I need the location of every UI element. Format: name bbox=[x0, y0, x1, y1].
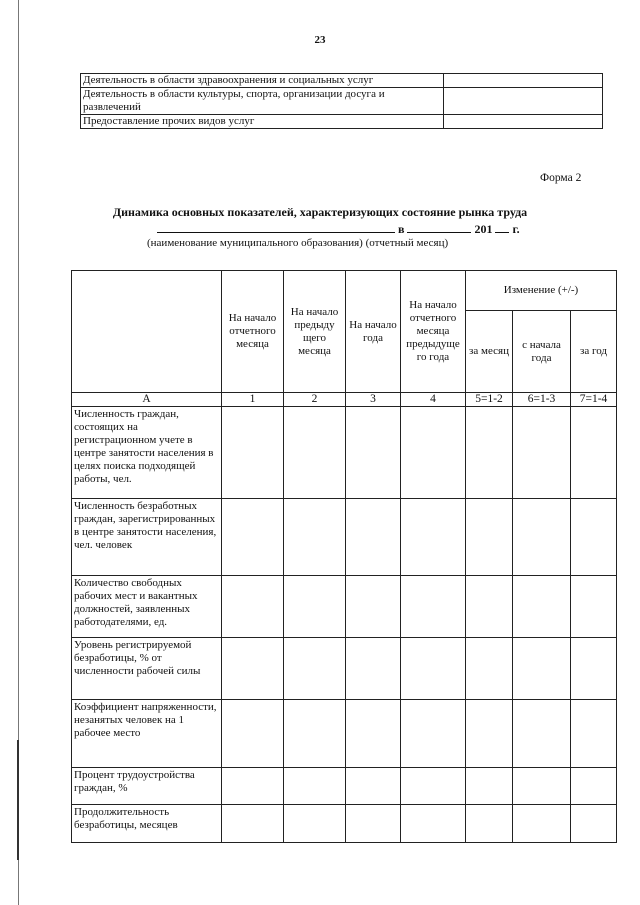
value-cell bbox=[513, 805, 571, 843]
row-label: Количество свободных рабочих мест и вакантных должностей, заявленных работодателями, ед. bbox=[72, 576, 222, 638]
index-cell: 4 bbox=[401, 393, 466, 407]
table-row bbox=[72, 576, 617, 638]
value-cell bbox=[222, 499, 284, 576]
row-label: Коэффициент напряженности, незанятых человек на 1 рабочее место bbox=[72, 700, 222, 768]
title-caption: (наименование муниципального образования) (отчетный месяц) bbox=[147, 237, 449, 249]
top-row-label: Деятельность в области здравоохранения и социальных услуг bbox=[81, 74, 444, 88]
value-cell bbox=[284, 805, 346, 843]
row-label: Процент трудоустройства граждан, % bbox=[72, 768, 222, 805]
index-cell: А bbox=[72, 393, 222, 407]
value-cell bbox=[346, 700, 401, 768]
value-cell bbox=[346, 805, 401, 843]
value-cell bbox=[466, 499, 513, 576]
year-blank bbox=[495, 221, 509, 233]
row-label: Численность безработных граждан, зарегистрированных в центре занятости населения, чел. человек bbox=[72, 499, 222, 576]
value-cell bbox=[401, 407, 466, 499]
value-cell bbox=[222, 638, 284, 700]
month-blank bbox=[407, 221, 471, 233]
row-label: Уровень регистрируемой безработицы, % от численности рабочей силы bbox=[72, 638, 222, 700]
page-number: 23 bbox=[314, 34, 326, 46]
value-cell bbox=[346, 768, 401, 805]
value-cell bbox=[466, 768, 513, 805]
value-cell bbox=[346, 499, 401, 576]
top-row-label: Предоставление прочих видов услуг bbox=[81, 115, 444, 129]
top-row-value bbox=[444, 88, 603, 115]
value-cell bbox=[401, 576, 466, 638]
header-col-1: На начало отчетного месяца bbox=[222, 271, 284, 393]
row-label: Численность граждан, состоящих на регистрационном учете в центре занятости населения в целях поиска подходящей работы, чел. bbox=[72, 407, 222, 499]
value-cell bbox=[571, 700, 617, 768]
header-col-4: На начало отчетного месяца предыдуще го года bbox=[401, 271, 466, 393]
value-cell bbox=[284, 638, 346, 700]
value-cell bbox=[222, 700, 284, 768]
value-cell bbox=[284, 700, 346, 768]
value-cell bbox=[513, 768, 571, 805]
index-cell: 6=1-3 bbox=[513, 393, 571, 407]
header-change-group: Изменение (+/-) bbox=[466, 271, 617, 311]
labor-market-table bbox=[71, 270, 617, 843]
table-row bbox=[81, 115, 603, 129]
value-cell bbox=[571, 805, 617, 843]
value-cell bbox=[401, 700, 466, 768]
value-cell bbox=[284, 407, 346, 499]
value-cell bbox=[571, 768, 617, 805]
top-table bbox=[80, 73, 603, 129]
index-cell: 1 bbox=[222, 393, 284, 407]
value-cell bbox=[222, 768, 284, 805]
value-cell bbox=[346, 638, 401, 700]
value-cell bbox=[401, 768, 466, 805]
value-cell bbox=[401, 638, 466, 700]
top-row-value bbox=[444, 74, 603, 88]
form-label: Форма 2 bbox=[540, 172, 582, 184]
index-cell: 5=1-2 bbox=[466, 393, 513, 407]
value-cell bbox=[571, 499, 617, 576]
value-cell bbox=[513, 407, 571, 499]
value-cell bbox=[571, 407, 617, 499]
top-row-value bbox=[444, 115, 603, 129]
value-cell bbox=[401, 805, 466, 843]
table-row bbox=[72, 700, 617, 768]
binding-mark bbox=[17, 740, 19, 860]
value-cell bbox=[466, 805, 513, 843]
value-cell bbox=[346, 576, 401, 638]
value-cell bbox=[284, 768, 346, 805]
value-cell bbox=[401, 499, 466, 576]
value-cell bbox=[513, 499, 571, 576]
index-cell: 2 bbox=[284, 393, 346, 407]
value-cell bbox=[571, 576, 617, 638]
top-row-label: Деятельность в области культуры, спорта, организации досуга и развлечений bbox=[81, 88, 444, 115]
table-row bbox=[72, 768, 617, 805]
title-year-suffix: г. bbox=[512, 222, 520, 236]
table-row bbox=[72, 805, 617, 843]
value-cell bbox=[346, 407, 401, 499]
row-label: Продолжительность безработицы, месяцев bbox=[72, 805, 222, 843]
value-cell bbox=[571, 638, 617, 700]
table-row bbox=[81, 88, 603, 115]
value-cell bbox=[466, 407, 513, 499]
municipality-blank bbox=[157, 221, 395, 233]
table-row bbox=[72, 407, 617, 499]
value-cell bbox=[466, 700, 513, 768]
value-cell bbox=[222, 805, 284, 843]
value-cell bbox=[513, 576, 571, 638]
table-row bbox=[72, 638, 617, 700]
header-col-6: с начала года bbox=[513, 311, 571, 393]
index-row bbox=[72, 393, 617, 407]
title-period-line bbox=[157, 221, 520, 237]
value-cell bbox=[513, 700, 571, 768]
table-row bbox=[72, 499, 617, 576]
value-cell bbox=[222, 576, 284, 638]
index-cell: 7=1-4 bbox=[571, 393, 617, 407]
header-col-2: На начало предыду щего месяца bbox=[284, 271, 346, 393]
title-year: 201 bbox=[474, 222, 493, 236]
header-col-5: за месяц bbox=[466, 311, 513, 393]
document-title: Динамика основных показателей, характеризующих состояние рынка труда bbox=[112, 205, 528, 219]
value-cell bbox=[466, 576, 513, 638]
header-col-3: На начало года bbox=[346, 271, 401, 393]
index-cell: 3 bbox=[346, 393, 401, 407]
value-cell bbox=[284, 576, 346, 638]
value-cell bbox=[284, 499, 346, 576]
header-corner bbox=[72, 271, 222, 393]
header-col-7: за год bbox=[571, 311, 617, 393]
value-cell bbox=[513, 638, 571, 700]
value-cell bbox=[222, 407, 284, 499]
title-in-word: в bbox=[398, 222, 405, 236]
value-cell bbox=[466, 638, 513, 700]
table-row bbox=[81, 74, 603, 88]
